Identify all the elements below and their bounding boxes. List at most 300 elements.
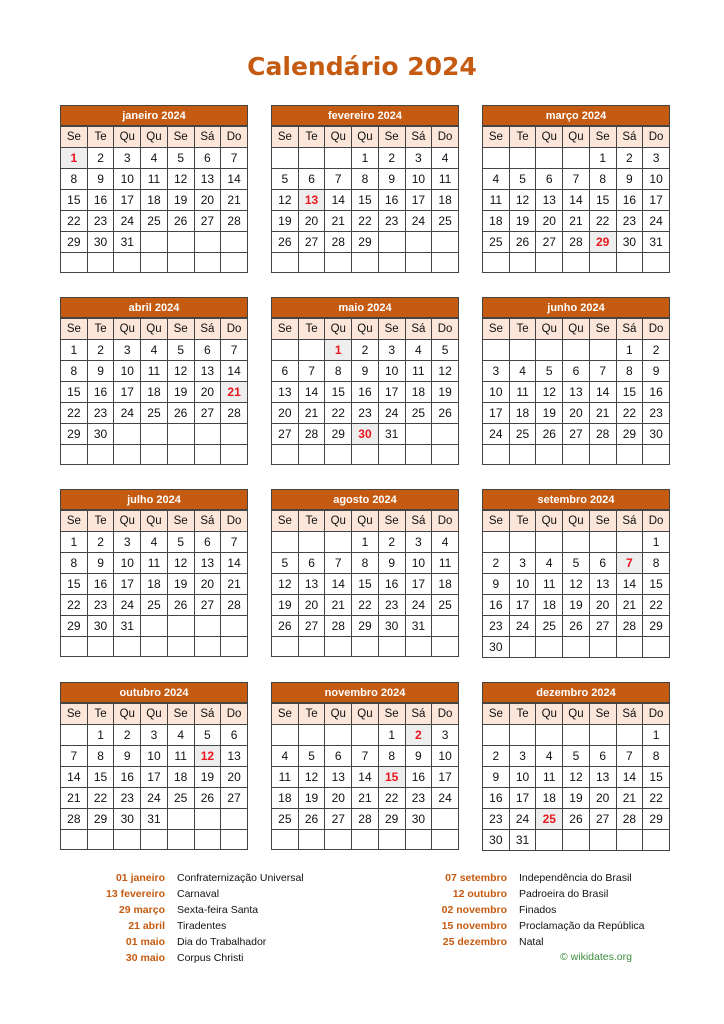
day-cell: 15 [61, 574, 88, 595]
day-cell: 28 [221, 403, 248, 424]
holiday-entry [55, 934, 304, 950]
day-cell: 1 [61, 340, 88, 361]
day-cell: 5 [272, 553, 299, 574]
day-cell: 15 [61, 190, 88, 211]
month-title: dezembro 2024 [482, 682, 670, 703]
day-cell: 7 [221, 148, 248, 169]
day-cell: 17 [483, 403, 510, 424]
weekday-header: Sá [194, 319, 221, 340]
day-cell: 5 [167, 532, 194, 553]
day-cell: 2 [483, 746, 510, 767]
empty-cell [509, 532, 536, 553]
weekday-header: Te [87, 511, 114, 532]
holiday-name: Padroeira do Brasil [519, 888, 609, 900]
day-cell: 24 [114, 403, 141, 424]
empty-cell [563, 637, 590, 658]
empty-cell [221, 424, 248, 445]
weekday-header: Sá [616, 319, 643, 340]
day-cell: 15 [589, 190, 616, 211]
day-cell: 25 [405, 403, 432, 424]
day-cell: 25 [536, 616, 563, 637]
empty-cell [378, 637, 405, 657]
day-cell: 20 [194, 382, 221, 403]
empty-cell [325, 445, 352, 465]
day-cell: 5 [194, 725, 221, 746]
day-cell: 25 [432, 211, 459, 232]
day-cell: 20 [536, 211, 563, 232]
weekday-header: Qu [141, 704, 168, 725]
weekday-header: Te [509, 704, 536, 725]
day-cell: 23 [87, 211, 114, 232]
month-title: novembro 2024 [271, 682, 459, 703]
empty-cell [272, 148, 299, 169]
empty-cell [298, 637, 325, 657]
day-cell: 30 [114, 809, 141, 830]
day-cell: 20 [589, 788, 616, 809]
day-cell: 21 [61, 788, 88, 809]
empty-cell [221, 830, 248, 850]
day-cell: 6 [194, 532, 221, 553]
day-cell: 13 [589, 767, 616, 788]
empty-cell [221, 253, 248, 273]
day-cell: 27 [194, 595, 221, 616]
day-cell: 15 [61, 382, 88, 403]
day-cell: 18 [167, 767, 194, 788]
empty-cell [352, 830, 379, 850]
weekday-header: Sá [405, 319, 432, 340]
holiday-date: 12 outubro [452, 888, 507, 900]
holiday-entry [55, 870, 304, 886]
empty-cell [432, 616, 459, 637]
empty-cell [61, 445, 88, 465]
empty-cell [432, 809, 459, 830]
month-title: setembro 2024 [482, 489, 670, 510]
day-cell: 26 [272, 232, 299, 253]
month-calendar [271, 105, 459, 273]
holiday-name: Corpus Christi [177, 952, 244, 964]
weekday-header: Se [167, 511, 194, 532]
empty-cell [616, 445, 643, 465]
month-title: maio 2024 [271, 297, 459, 318]
weekday-header: Se [167, 319, 194, 340]
weekday-header: Qu [141, 127, 168, 148]
day-cell: 26 [563, 616, 590, 637]
holiday-entry [397, 934, 645, 950]
day-cell: 30 [483, 637, 510, 658]
month-title: março 2024 [482, 105, 670, 126]
empty-cell [141, 424, 168, 445]
day-cell: 8 [643, 746, 670, 767]
day-cell: 4 [405, 340, 432, 361]
weekday-header: Te [87, 704, 114, 725]
empty-cell [114, 253, 141, 273]
day-cell: 19 [272, 595, 299, 616]
empty-cell [221, 616, 248, 637]
empty-cell [536, 253, 563, 273]
weekday-header: Te [509, 127, 536, 148]
weekday-header: Qu [563, 319, 590, 340]
day-cell: 29 [61, 424, 88, 445]
empty-cell [87, 637, 114, 657]
day-cell: 20 [194, 190, 221, 211]
holiday-date: 01 maio [125, 936, 165, 948]
month-calendar [482, 105, 670, 273]
empty-cell [483, 148, 510, 169]
day-cell: 28 [298, 424, 325, 445]
holiday-legend-left [55, 870, 304, 966]
day-cell: 20 [221, 767, 248, 788]
empty-cell [589, 830, 616, 851]
weekday-header: Se [378, 319, 405, 340]
weekday-header: Se [589, 319, 616, 340]
empty-cell [616, 830, 643, 851]
day-cell: 9 [405, 746, 432, 767]
weekday-header: Se [589, 511, 616, 532]
day-cell: 11 [167, 746, 194, 767]
day-cell: 11 [432, 553, 459, 574]
day-cell: 18 [509, 403, 536, 424]
weekday-header: Te [509, 511, 536, 532]
page-title: Calendário 2024 [247, 52, 477, 81]
day-cell: 12 [298, 767, 325, 788]
day-cell: 28 [589, 424, 616, 445]
empty-cell [194, 830, 221, 850]
day-cell: 21 [221, 190, 248, 211]
empty-cell [405, 232, 432, 253]
day-cell: 14 [563, 190, 590, 211]
day-cell: 1 [643, 532, 670, 553]
empty-cell [483, 340, 510, 361]
day-cell: 7 [325, 169, 352, 190]
weekday-header: Te [298, 704, 325, 725]
day-cell: 28 [61, 809, 88, 830]
day-cell: 15 [352, 190, 379, 211]
month-calendar [482, 489, 670, 658]
day-cell: 27 [221, 788, 248, 809]
day-cell: 11 [141, 553, 168, 574]
day-cell: 6 [589, 553, 616, 574]
day-cell: 2 [87, 340, 114, 361]
day-cell: 29 [643, 809, 670, 830]
day-cell: 26 [272, 616, 299, 637]
day-cell: 16 [352, 382, 379, 403]
weekday-header: Qu [325, 511, 352, 532]
empty-cell [61, 830, 88, 850]
empty-cell [432, 253, 459, 273]
day-cell: 25 [432, 595, 459, 616]
day-cell: 5 [432, 340, 459, 361]
day-cell: 2 [87, 532, 114, 553]
day-cell: 27 [194, 403, 221, 424]
empty-cell [352, 253, 379, 273]
day-cell: 22 [61, 403, 88, 424]
credit-text[interactable]: © wikidates.org [560, 951, 632, 963]
day-cell: 16 [483, 595, 510, 616]
day-cell: 16 [114, 767, 141, 788]
day-cell: 8 [378, 746, 405, 767]
empty-cell [167, 637, 194, 657]
day-cell: 14 [221, 169, 248, 190]
holiday-date: 07 setembro [445, 872, 507, 884]
day-cell: 14 [352, 767, 379, 788]
day-cell: 25 [167, 788, 194, 809]
month-calendar [482, 682, 670, 851]
day-cell: 11 [272, 767, 299, 788]
holiday-name: Proclamação da República [519, 920, 645, 932]
day-cell: 2 [616, 148, 643, 169]
weekday-header: Te [509, 319, 536, 340]
day-cell: 20 [325, 788, 352, 809]
holiday-name: Sexta-feira Santa [177, 904, 259, 916]
day-cell: 27 [194, 211, 221, 232]
empty-cell [325, 725, 352, 746]
day-cell: 17 [509, 595, 536, 616]
day-cell: 18 [141, 382, 168, 403]
holiday-date: 21 abril [128, 920, 165, 932]
empty-cell [325, 830, 352, 850]
day-cell: 3 [405, 148, 432, 169]
empty-cell [378, 445, 405, 465]
weekday-header: Qu [325, 127, 352, 148]
day-cell: 29 [352, 232, 379, 253]
day-cell: 4 [141, 532, 168, 553]
day-cell: 23 [483, 616, 510, 637]
empty-cell [352, 445, 379, 465]
empty-cell [643, 830, 670, 851]
day-cell: 24 [378, 403, 405, 424]
day-cell: 13 [563, 382, 590, 403]
empty-cell [616, 637, 643, 658]
empty-cell [272, 725, 299, 746]
empty-cell [405, 637, 432, 657]
day-cell: 19 [536, 403, 563, 424]
day-cell: 24 [405, 595, 432, 616]
day-cell: 11 [483, 190, 510, 211]
day-cell: 1 [352, 148, 379, 169]
empty-cell [114, 445, 141, 465]
day-cell: 2 [114, 725, 141, 746]
holiday-day-cell: 1 [61, 148, 88, 169]
day-cell: 22 [589, 211, 616, 232]
day-cell: 9 [483, 574, 510, 595]
day-cell: 30 [483, 830, 510, 851]
holiday-entry [397, 902, 645, 918]
day-cell: 30 [405, 809, 432, 830]
day-cell: 14 [61, 767, 88, 788]
empty-cell [325, 532, 352, 553]
empty-cell [432, 830, 459, 850]
day-cell: 16 [378, 190, 405, 211]
weekday-header: Qu [352, 704, 379, 725]
day-cell: 8 [87, 746, 114, 767]
day-cell: 12 [167, 169, 194, 190]
empty-cell [272, 830, 299, 850]
day-cell: 13 [194, 553, 221, 574]
day-cell: 7 [61, 746, 88, 767]
day-cell: 11 [432, 169, 459, 190]
month-calendar [60, 297, 248, 465]
holiday-entry [55, 902, 304, 918]
day-cell: 1 [352, 532, 379, 553]
day-cell: 8 [61, 169, 88, 190]
empty-cell [167, 830, 194, 850]
day-cell: 30 [616, 232, 643, 253]
holiday-day-cell: 1 [325, 340, 352, 361]
day-cell: 4 [509, 361, 536, 382]
day-cell: 16 [378, 574, 405, 595]
day-cell: 5 [536, 361, 563, 382]
empty-cell [378, 232, 405, 253]
weekday-header: Se [167, 127, 194, 148]
weekday-header: Do [432, 127, 459, 148]
day-cell: 18 [432, 574, 459, 595]
weekday-header: Se [483, 704, 510, 725]
day-cell: 4 [432, 532, 459, 553]
day-cell: 26 [167, 403, 194, 424]
weekday-header: Qu [536, 511, 563, 532]
day-cell: 16 [616, 190, 643, 211]
empty-cell [589, 532, 616, 553]
day-cell: 13 [194, 361, 221, 382]
day-cell: 22 [87, 788, 114, 809]
day-cell: 11 [141, 361, 168, 382]
day-cell: 23 [87, 403, 114, 424]
weekday-header: Qu [563, 704, 590, 725]
day-cell: 12 [563, 767, 590, 788]
day-cell: 24 [509, 809, 536, 830]
day-cell: 10 [509, 767, 536, 788]
day-cell: 23 [352, 403, 379, 424]
day-cell: 23 [483, 809, 510, 830]
weekday-header: Sá [194, 511, 221, 532]
empty-cell [194, 637, 221, 657]
day-cell: 6 [325, 746, 352, 767]
day-cell: 7 [221, 340, 248, 361]
day-cell: 10 [141, 746, 168, 767]
day-cell: 31 [509, 830, 536, 851]
day-cell: 19 [272, 211, 299, 232]
empty-cell [432, 637, 459, 657]
day-cell: 24 [432, 788, 459, 809]
weekday-header: Qu [563, 127, 590, 148]
day-cell: 25 [509, 424, 536, 445]
day-cell: 4 [141, 340, 168, 361]
day-cell: 18 [483, 211, 510, 232]
empty-cell [141, 445, 168, 465]
day-cell: 18 [141, 190, 168, 211]
day-cell: 3 [509, 553, 536, 574]
day-cell: 24 [141, 788, 168, 809]
day-cell: 28 [325, 232, 352, 253]
day-cell: 26 [298, 809, 325, 830]
day-cell: 17 [405, 574, 432, 595]
day-cell: 16 [87, 382, 114, 403]
day-cell: 16 [405, 767, 432, 788]
day-cell: 15 [643, 574, 670, 595]
empty-cell [378, 253, 405, 273]
day-cell: 7 [325, 553, 352, 574]
day-cell: 6 [194, 148, 221, 169]
day-cell: 28 [221, 211, 248, 232]
day-cell: 28 [325, 616, 352, 637]
day-cell: 26 [194, 788, 221, 809]
day-cell: 30 [378, 616, 405, 637]
day-cell: 9 [87, 361, 114, 382]
day-cell: 31 [405, 616, 432, 637]
empty-cell [194, 253, 221, 273]
day-cell: 20 [298, 595, 325, 616]
holiday-date: 02 novembro [441, 904, 507, 916]
empty-cell [352, 725, 379, 746]
day-cell: 10 [114, 361, 141, 382]
empty-cell [298, 340, 325, 361]
day-cell: 29 [643, 616, 670, 637]
day-cell: 2 [87, 148, 114, 169]
weekday-header: Se [61, 319, 88, 340]
empty-cell [563, 725, 590, 746]
empty-cell [483, 725, 510, 746]
holiday-day-cell: 2 [405, 725, 432, 746]
day-cell: 22 [352, 595, 379, 616]
empty-cell [405, 445, 432, 465]
day-cell: 25 [483, 232, 510, 253]
day-cell: 4 [432, 148, 459, 169]
day-cell: 7 [352, 746, 379, 767]
day-cell: 6 [298, 553, 325, 574]
day-cell: 16 [87, 190, 114, 211]
empty-cell [589, 725, 616, 746]
day-cell: 17 [114, 574, 141, 595]
day-cell: 7 [616, 746, 643, 767]
empty-cell [563, 253, 590, 273]
weekday-header: Sá [616, 511, 643, 532]
day-cell: 20 [194, 574, 221, 595]
day-cell: 17 [643, 190, 670, 211]
day-cell: 22 [378, 788, 405, 809]
day-cell: 13 [298, 574, 325, 595]
day-cell: 12 [536, 382, 563, 403]
empty-cell [194, 445, 221, 465]
day-cell: 24 [114, 595, 141, 616]
empty-cell [298, 148, 325, 169]
holiday-day-cell: 7 [616, 553, 643, 574]
day-cell: 9 [378, 553, 405, 574]
empty-cell [563, 830, 590, 851]
empty-cell [141, 637, 168, 657]
empty-cell [536, 340, 563, 361]
empty-cell [272, 445, 299, 465]
day-cell: 29 [325, 424, 352, 445]
day-cell: 8 [352, 169, 379, 190]
weekday-header: Se [378, 127, 405, 148]
empty-cell [61, 253, 88, 273]
empty-cell [298, 532, 325, 553]
day-cell: 5 [563, 553, 590, 574]
day-cell: 12 [167, 361, 194, 382]
holiday-entry [397, 886, 645, 902]
weekday-header: Qu [563, 511, 590, 532]
empty-cell [221, 232, 248, 253]
day-cell: 13 [589, 574, 616, 595]
day-cell: 10 [483, 382, 510, 403]
empty-cell [616, 253, 643, 273]
day-cell: 27 [298, 616, 325, 637]
day-cell: 2 [378, 532, 405, 553]
day-cell: 2 [643, 340, 670, 361]
holiday-name: Dia do Trabalhador [177, 936, 267, 948]
day-cell: 15 [325, 382, 352, 403]
empty-cell [509, 637, 536, 658]
